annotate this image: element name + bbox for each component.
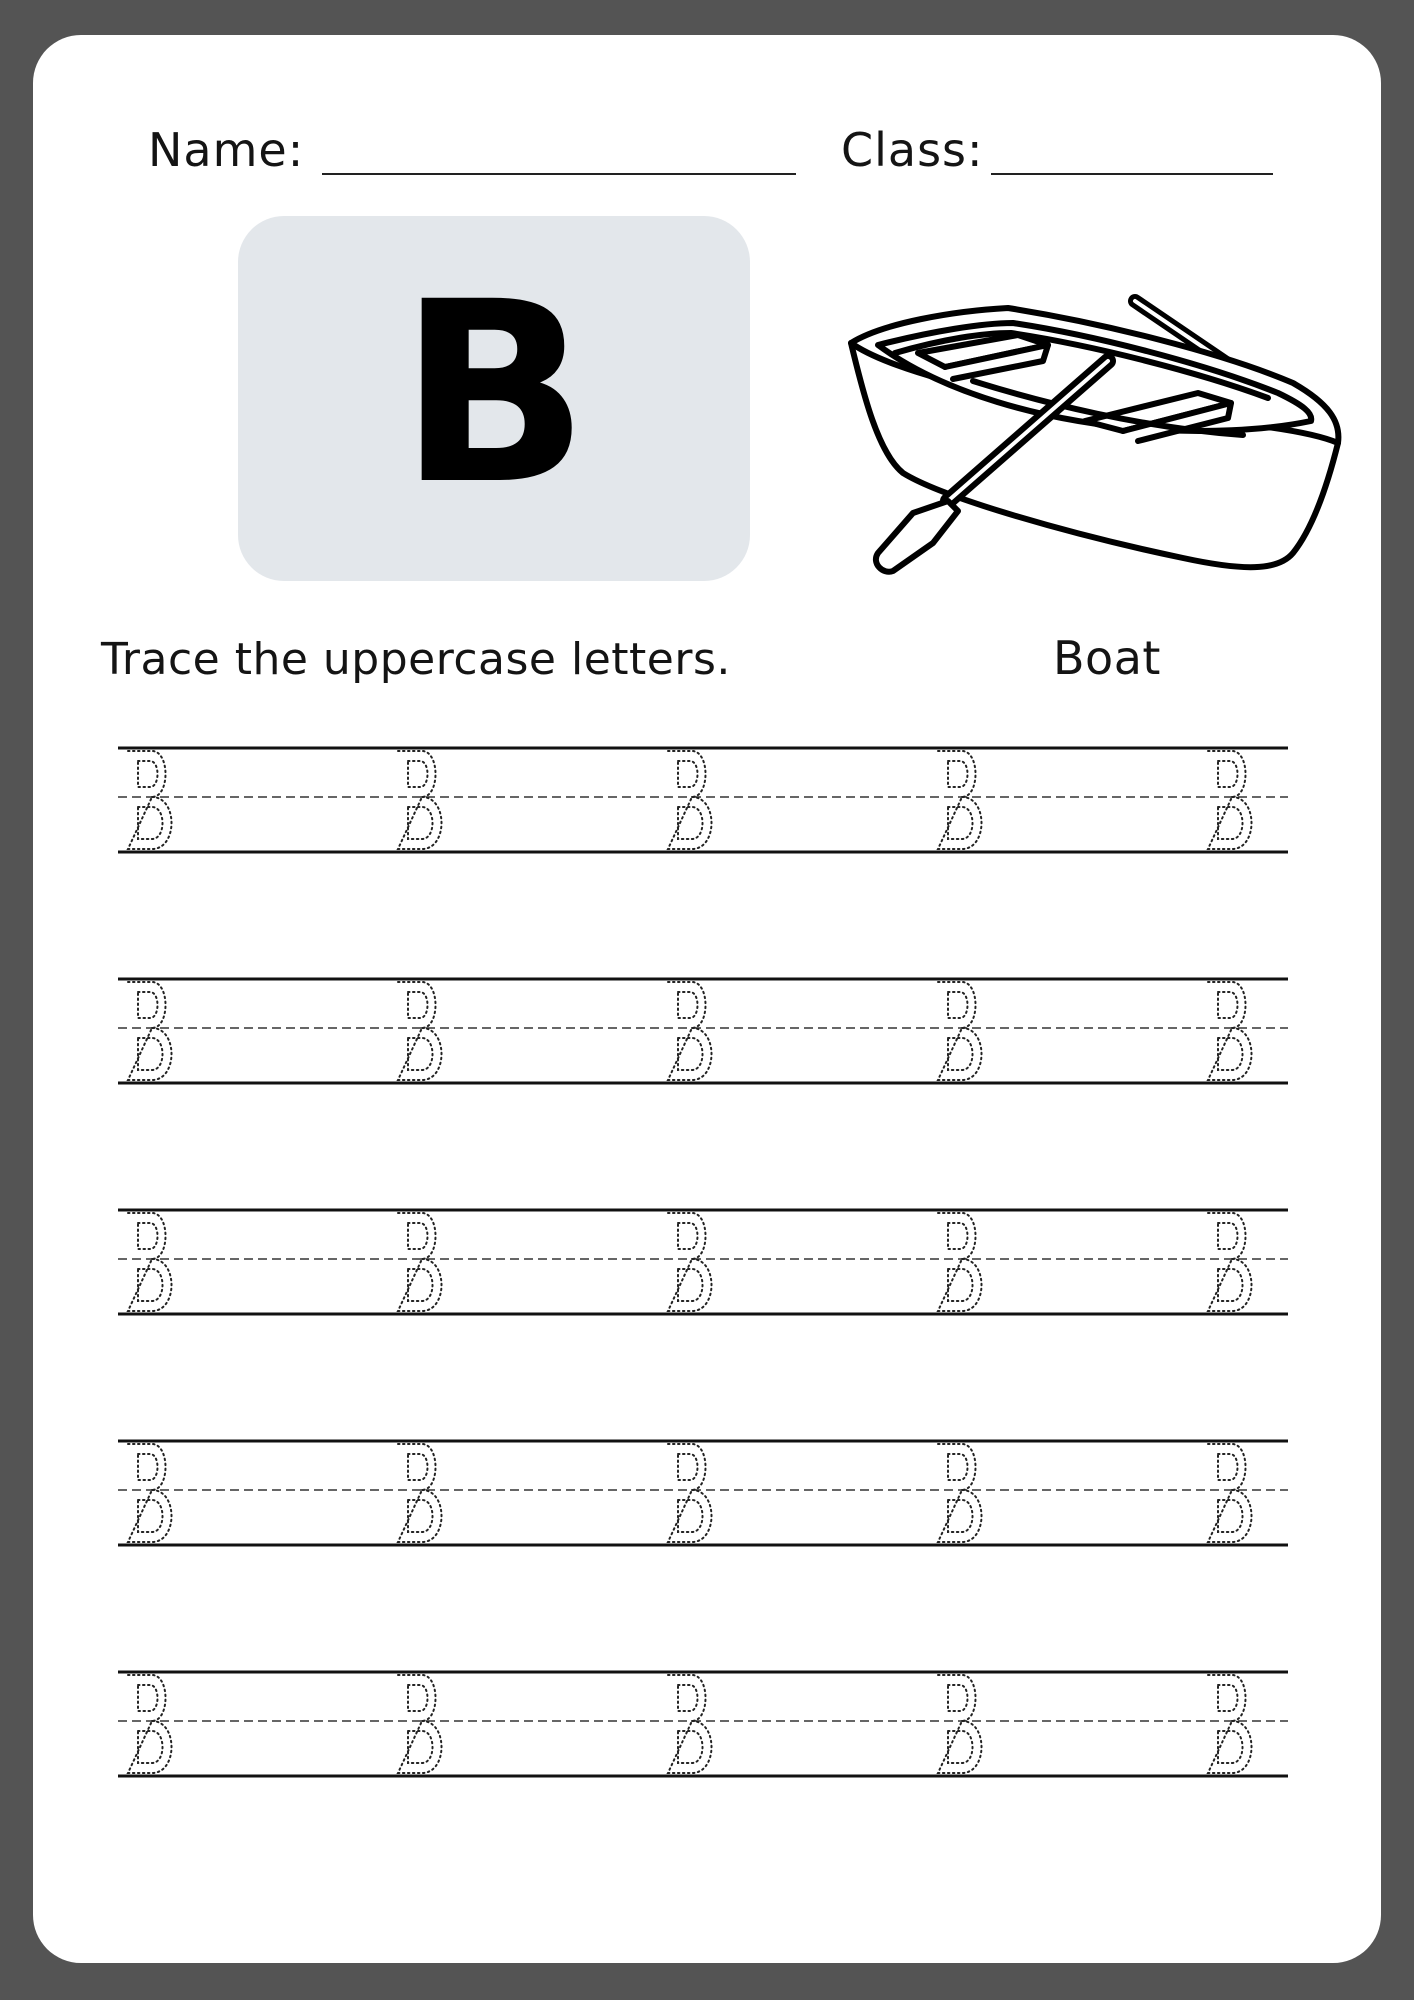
dotted-trace-letter	[398, 1675, 442, 1773]
dotted-trace-letter	[398, 1213, 442, 1311]
dotted-trace-letter	[668, 751, 712, 849]
dotted-trace-letter	[1208, 1444, 1252, 1542]
rowboat-with-oars-icon	[823, 253, 1343, 593]
dotted-trace-letter	[398, 751, 442, 849]
dotted-trace-letter	[128, 751, 172, 849]
class-input-line[interactable]	[991, 173, 1273, 175]
trace-row-guides	[118, 745, 1288, 855]
trace-row-guides	[118, 1207, 1288, 1317]
dotted-trace-letter	[668, 1675, 712, 1773]
letter-card	[238, 216, 750, 581]
trace-row-guides	[118, 1669, 1288, 1779]
trace-row-guides	[118, 1438, 1288, 1548]
dotted-trace-letter	[668, 1444, 712, 1542]
featured-letter: B	[398, 247, 590, 539]
dotted-trace-letter	[1208, 751, 1252, 849]
dotted-trace-letter	[668, 982, 712, 1080]
dotted-trace-letter	[938, 1444, 982, 1542]
dotted-trace-letter	[938, 751, 982, 849]
dotted-trace-letter	[1208, 1675, 1252, 1773]
dotted-trace-letter	[938, 1675, 982, 1773]
worksheet-page	[33, 35, 1381, 1963]
dotted-trace-letter	[938, 982, 982, 1080]
trace-row-1[interactable]	[118, 745, 1288, 855]
dotted-trace-letter	[128, 1213, 172, 1311]
dotted-trace-letter	[128, 982, 172, 1080]
dotted-trace-letter	[128, 1444, 172, 1542]
dotted-trace-letter	[398, 1444, 442, 1542]
dotted-trace-letter	[668, 1213, 712, 1311]
dotted-trace-letter	[938, 1213, 982, 1311]
trace-row-2[interactable]	[118, 976, 1288, 1086]
class-label: Class:	[841, 123, 984, 177]
instruction-text: Trace the uppercase letters.	[101, 634, 731, 685]
trace-row-3[interactable]	[118, 1207, 1288, 1317]
dotted-trace-letter	[398, 982, 442, 1080]
dotted-trace-letter	[128, 1675, 172, 1773]
trace-row-guides	[118, 976, 1288, 1086]
picture-word: Boat	[1053, 631, 1161, 685]
name-input-line[interactable]	[322, 173, 796, 175]
trace-row-5[interactable]	[118, 1669, 1288, 1779]
dotted-trace-letter	[1208, 1213, 1252, 1311]
name-label: Name:	[148, 123, 305, 177]
dotted-trace-letter	[1208, 982, 1252, 1080]
trace-row-4[interactable]	[118, 1438, 1288, 1548]
